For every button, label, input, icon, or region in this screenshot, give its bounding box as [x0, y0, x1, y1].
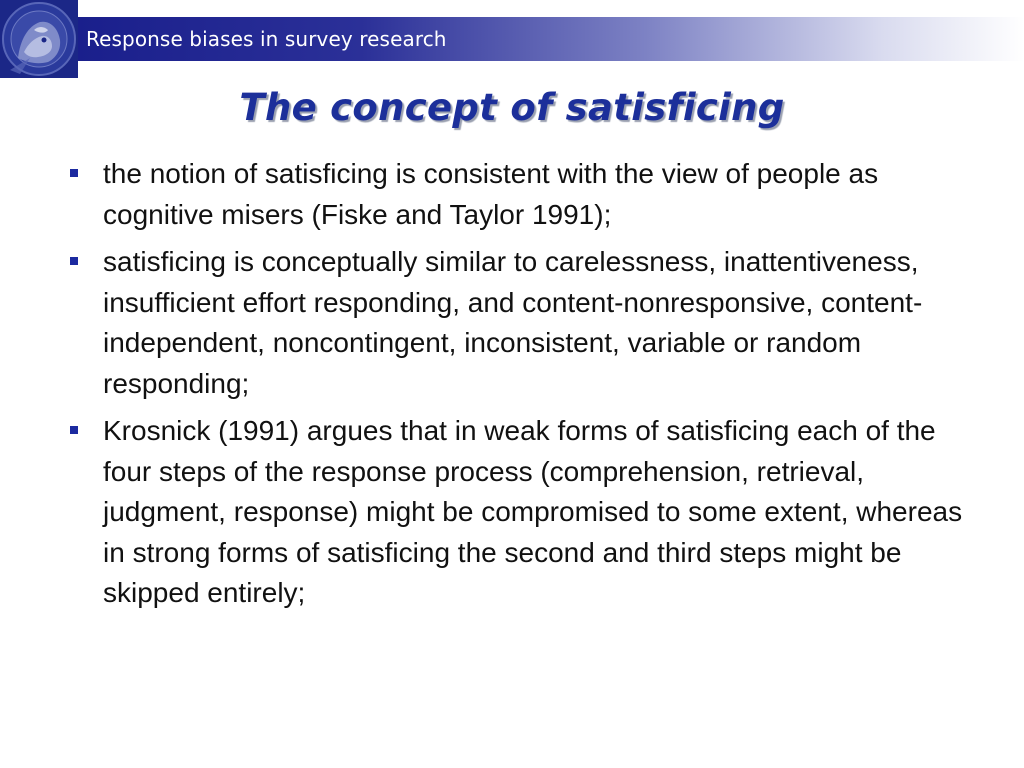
bullet-text: satisficing is conceptually similar to carelessness, inattentiveness, insufficient effort responding, and content-nonresponsive, content-independent, noncontingent, inconsistent, variable or random responding;	[103, 246, 923, 399]
square-bullet-icon	[70, 426, 78, 434]
bullet-text: the notion of satisficing is consistent with the view of people as cognitive misers (Fiske and Taylor 1991);	[103, 158, 879, 230]
university-seal-icon	[0, 0, 78, 78]
bullet-list	[62, 154, 982, 621]
bullet-item	[62, 242, 982, 404]
bullet-text: Krosnick (1991) argues that in weak forms of satisficing each of the four steps of the response process (comprehension, retrieval, judgment, response) might be compromised to some extent, whereas in strong forms of satisficing the second and third steps might be skipped entirely;	[103, 415, 963, 608]
bullet-item	[62, 154, 982, 235]
square-bullet-icon	[70, 169, 78, 177]
header-title: Response biases in survey research	[86, 27, 447, 51]
bullet-item	[62, 411, 982, 614]
slide-title: The concept of satisficing	[239, 86, 785, 129]
square-bullet-icon	[70, 257, 78, 265]
